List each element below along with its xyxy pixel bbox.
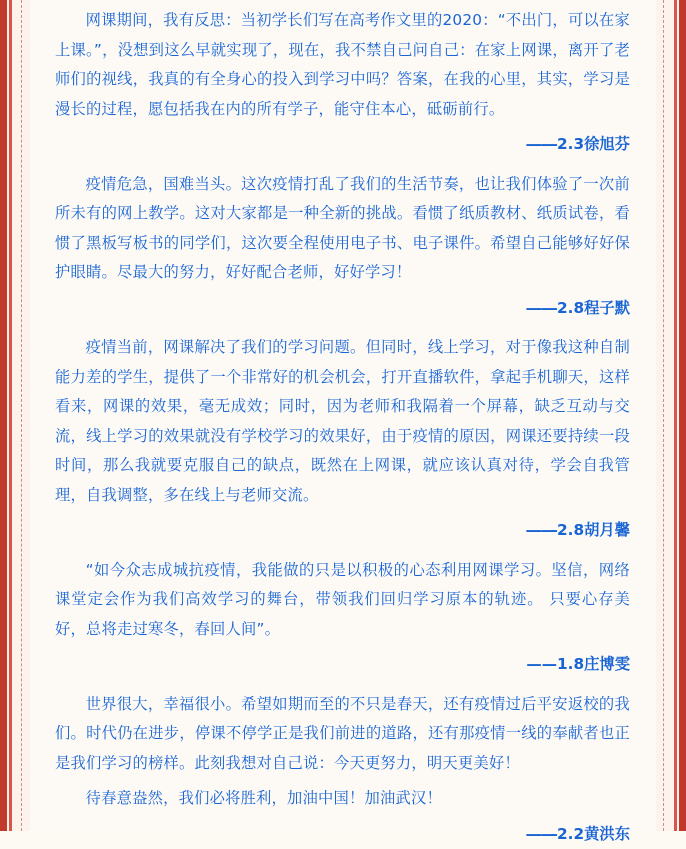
- entry-paragraph: “如今众志成城抗疫情，我能做的只是以积极的心态利用网课学习。坚信，网络课堂定会作为我们高效学习的舞台，带领我们回归学习原本的轨迹。 只要心存美好，总将走过寒冬，春回人间”。: [55, 556, 630, 645]
- entry-paragraph: 世界很大，幸福很小。希望如期而至的不只是春天，还有疫情过后平安返校的我们。时代仍在进步，停课不停学正是我们前进的道路，还有那疫情一线的奉献者也正是我们学习的榜样。此刻我想对自己说：今天更努力，明天更美好！: [55, 690, 630, 779]
- right-border-inner-stripe: [674, 0, 677, 831]
- entry-paragraph: 待春意盎然，我们必将胜利，加油中国！加油武汉！: [55, 784, 630, 814]
- testimonial-entry-1: [55, 6, 630, 160]
- entry-paragraph: 疫情危急，国难当头。这次疫情打乱了我们的生活节奏，也让我们体验了一次前所未有的网上教学。这对大家都是一种全新的挑战。看惯了纸质教材、纸质试卷，看惯了黑板写板书的同学们，这次要全程使用电子书、电子课件。希望自己能够好好保护眼睛。尽最大的努力，好好配合老师，好好学习！: [55, 170, 630, 288]
- left-border-dashed-line: [21, 0, 23, 831]
- entry-signature: ――2.2黄洪东: [55, 820, 630, 849]
- right-border-dashed-line: [663, 0, 665, 831]
- entry-paragraph: 网课期间，我有反思：当初学长们写在高考作文里的2020：“不出门，可以在家上课。”，没想到这么早就实现了，现在，我不禁自己问自己：在家上网课，离开了老师们的视线，我真的有全身心的投入到学习中吗？答案，在我的心里，其实，学习是漫长的过程，愿包括我在内的所有学子，能守住本心，砥砺前行。: [55, 6, 630, 124]
- document-body: [30, 0, 656, 831]
- right-decorative-border: [656, 0, 686, 831]
- entry-signature: ――2.3徐旭芬: [55, 130, 630, 160]
- testimonial-entry-5: [55, 690, 630, 849]
- testimonial-entry-2: [55, 170, 630, 324]
- entry-signature: ――2.8程子默: [55, 294, 630, 324]
- entry-signature: ——1.8庄博雯: [55, 650, 630, 680]
- left-border-outer-stripe: [0, 0, 7, 831]
- entry-signature: ――2.8胡月馨: [55, 516, 630, 546]
- left-decorative-border: [0, 0, 30, 831]
- right-border-outer-stripe: [679, 0, 686, 831]
- testimonial-entry-3: [55, 333, 630, 546]
- testimonial-entry-4: [55, 556, 630, 680]
- entry-paragraph: 疫情当前，网课解决了我们的学习问题。但同时，线上学习，对于像我这种自制能力差的学生，提供了一个非常好的机会机会，打开直播软件，拿起手机聊天，这样看来，网课的效果，毫无成效；同时，因为老师和我隔着一个屏幕，缺乏互动与交流，线上学习的效果就没有学校学习的效果好，由于疫情的原因，网课还要持续一段时间，那么我就要克服自己的缺点，既然在上网课，就应该认真对待，学会自我管理，自我调整，多在线上与老师交流。: [55, 333, 630, 510]
- left-border-inner-stripe: [9, 0, 12, 831]
